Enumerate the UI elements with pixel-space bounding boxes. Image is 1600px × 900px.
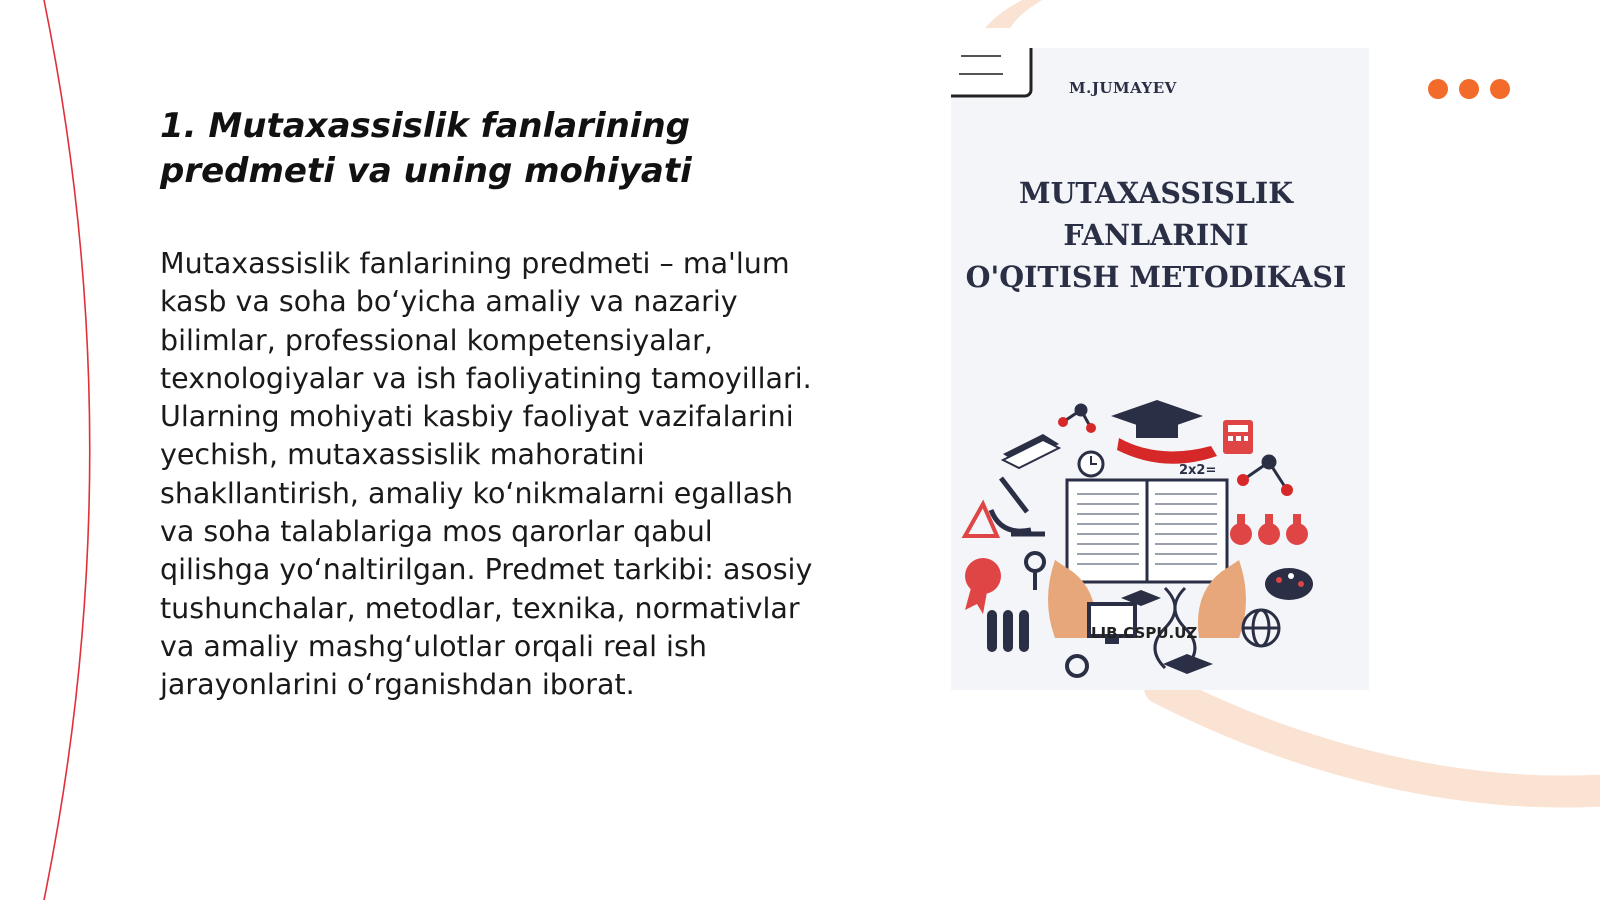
body-line: shakllantirish, amaliy ko‘nikmalarni egallash: [160, 476, 794, 510]
dot-icon: [1490, 79, 1510, 99]
graduation-cap-small-icon: [1163, 654, 1213, 674]
body-line: va soha talablariga mos qarorlar qabul: [160, 515, 713, 549]
book-title-line: MUTAXASSISLIK: [1019, 176, 1293, 210]
body-line: Ularning mohiyati kasbiy faoliyat vazifalarini: [160, 400, 794, 434]
body-line: kasb va soha bo‘yicha amaliy va nazariy: [160, 285, 738, 319]
open-book-icon: [1067, 480, 1227, 582]
triangle-ruler-icon: [965, 504, 997, 536]
book-title-line: O'QITISH METODIKASI: [965, 260, 1347, 294]
magnifier-icon: [1026, 553, 1044, 590]
body-line: yechish, mutaxassislik mahoratini: [160, 438, 645, 472]
left-red-curve: [44, 0, 90, 900]
molecule-icon: [1237, 456, 1293, 496]
peach-arc-top: [985, 0, 1050, 28]
medal-icon: [965, 558, 1001, 614]
molecule-icon: [1058, 405, 1096, 433]
body-line: Mutaxassislik fanlarining predmeti – ma'lum: [160, 247, 790, 280]
notepad-icon: [951, 48, 1041, 102]
body-line: va amaliy mashg‘ulotlar orqali real ish: [160, 629, 707, 663]
body-line: bilimlar, professional kompetensiyalar,: [160, 323, 713, 357]
gear-icon: [1067, 656, 1087, 676]
book-website: LIB.CSPU.UZ: [1091, 624, 1198, 642]
book-cover-image: [951, 48, 1369, 690]
test-tubes-icon: [987, 610, 1029, 652]
book-title: [951, 172, 1361, 298]
body-line: qilishga yo‘naltirilgan. Predmet tarkibi: asosiy: [160, 553, 813, 587]
body-line: jarayonlarini o‘rganishdan iborat.: [160, 668, 635, 702]
math-note: 2x2=: [1179, 463, 1217, 478]
globe-icon: [1243, 610, 1279, 646]
slide-body: [160, 245, 850, 705]
body-line: tushunchalar, metodlar, texnika, normativlar: [160, 591, 800, 625]
flask-icon: [1230, 514, 1308, 545]
calculator-icon: [1223, 420, 1253, 454]
book-author: M.JUMAYEV: [1069, 79, 1177, 97]
decorative-dots: [1428, 79, 1510, 99]
books-icon: [1003, 434, 1059, 468]
peach-arc-bottom: [1160, 688, 1600, 792]
dot-icon: [1428, 79, 1448, 99]
microscope-icon: [991, 478, 1045, 534]
alarm-clock-icon: [1079, 452, 1103, 476]
body-line: texnologiyalar va ish faoliyatining tamoyillari.: [160, 361, 812, 395]
palette-icon: [1265, 568, 1313, 600]
slide-title: 1. Mutaxassislik fanlarining predmeti va uning mohiyati: [160, 106, 692, 191]
graduation-cap-icon: [1111, 400, 1217, 464]
dot-icon: [1459, 79, 1479, 99]
book-title-line: FANLARINI: [1063, 218, 1249, 252]
